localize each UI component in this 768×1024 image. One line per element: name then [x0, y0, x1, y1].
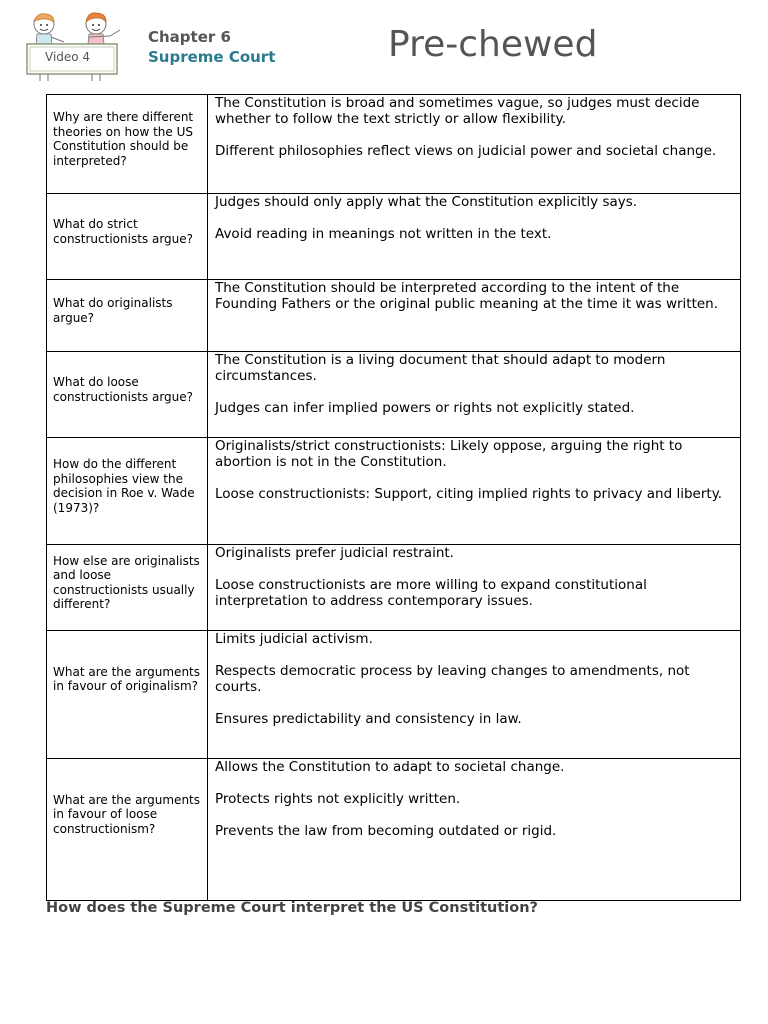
brand-title: Pre-chewed [388, 24, 598, 65]
answer-cell [208, 545, 741, 631]
topic-label: Supreme Court [148, 48, 276, 66]
table-row [47, 545, 741, 631]
answer-text: Loose constructionists: Support, citing implied rights to privacy and liberty. [215, 486, 723, 502]
question-text: What are the arguments in favour of loose constructionism? [53, 792, 201, 836]
table-row [47, 438, 741, 545]
answer-text: Prevents the law from becoming outdated or rigid. [215, 823, 557, 839]
answer-text: Judges should only apply what the Constitution explicitly says. [215, 194, 638, 210]
table-row [47, 280, 741, 352]
question-text: How else are originalists and loose constructionists usually different? [53, 553, 200, 611]
answer-text: Avoid reading in meanings not written in the text. [215, 226, 552, 242]
table-row [47, 194, 741, 280]
answer-cell [208, 95, 741, 194]
table-row [47, 352, 741, 438]
answer-cell [208, 194, 741, 280]
question-text: How do the different philosophies view the decision in Roe v. Wade (1973)? [53, 457, 195, 515]
answer-cell [208, 631, 741, 759]
question-cell [47, 352, 208, 438]
answer-text: Allows the Constitution to adapt to societal change. [215, 759, 565, 775]
question-cell [47, 438, 208, 545]
answer-text: Originalists prefer judicial restraint. [215, 545, 454, 561]
answer-cell [208, 352, 741, 438]
question-cell [47, 545, 208, 631]
answer-text: The Constitution should be interpreted according to the intent of the Founding Fathers or the original public meaning at the time it was written. [215, 280, 719, 312]
qa-table [46, 94, 741, 901]
question-text: Why are there different theories on how the US Constitution should be interpreted? [53, 110, 194, 168]
two-kids-holding-sign-logo [24, 10, 124, 82]
question-cell [47, 631, 208, 759]
answer-cell [208, 280, 741, 352]
table-row [47, 759, 741, 901]
answer-text: Protects rights not explicitly written. [215, 791, 461, 807]
answer-text: Ensures predictability and consistency in law. [215, 711, 522, 727]
answer-text: Different philosophies reflect views on judicial power and societal change. [215, 143, 717, 159]
answer-cell [208, 759, 741, 901]
question-text: What do loose constructionists argue? [53, 375, 194, 404]
answer-text: The Constitution is a living document that should adapt to modern circumstances. [215, 352, 666, 384]
question-cell [47, 194, 208, 280]
answer-text: Originalists/strict constructionists: Likely oppose, arguing the right to abortion is not in the Constitution. [215, 438, 683, 470]
answer-text: Judges can infer implied powers or rights not explicitly stated. [215, 400, 635, 416]
table-row [47, 631, 741, 759]
footer-question: How does the Supreme Court interpret the US Constitution? [46, 900, 538, 916]
chapter-label: Chapter 6 [148, 28, 231, 46]
question-cell [47, 95, 208, 194]
table-row [47, 95, 741, 194]
answer-text: Limits judicial activism. [215, 631, 373, 647]
answer-text: Respects democratic process by leaving changes to amendments, not courts. [215, 663, 690, 695]
answer-text: The Constitution is broad and sometimes vague, so judges must decide whether to follow the text strictly or allow flexibility. [215, 95, 700, 127]
answer-text: Loose constructionists are more willing to expand constitutional interpretation to address contemporary issues. [215, 577, 647, 609]
question-cell [47, 280, 208, 352]
question-text: What do originalists argue? [53, 296, 173, 325]
question-cell [47, 759, 208, 901]
question-text: What do strict constructionists argue? [53, 217, 194, 246]
answer-cell [208, 438, 741, 545]
video-label: Video 4 [45, 50, 91, 64]
question-text: What are the arguments in favour of originalism? [53, 664, 201, 693]
page-header [0, 0, 768, 90]
